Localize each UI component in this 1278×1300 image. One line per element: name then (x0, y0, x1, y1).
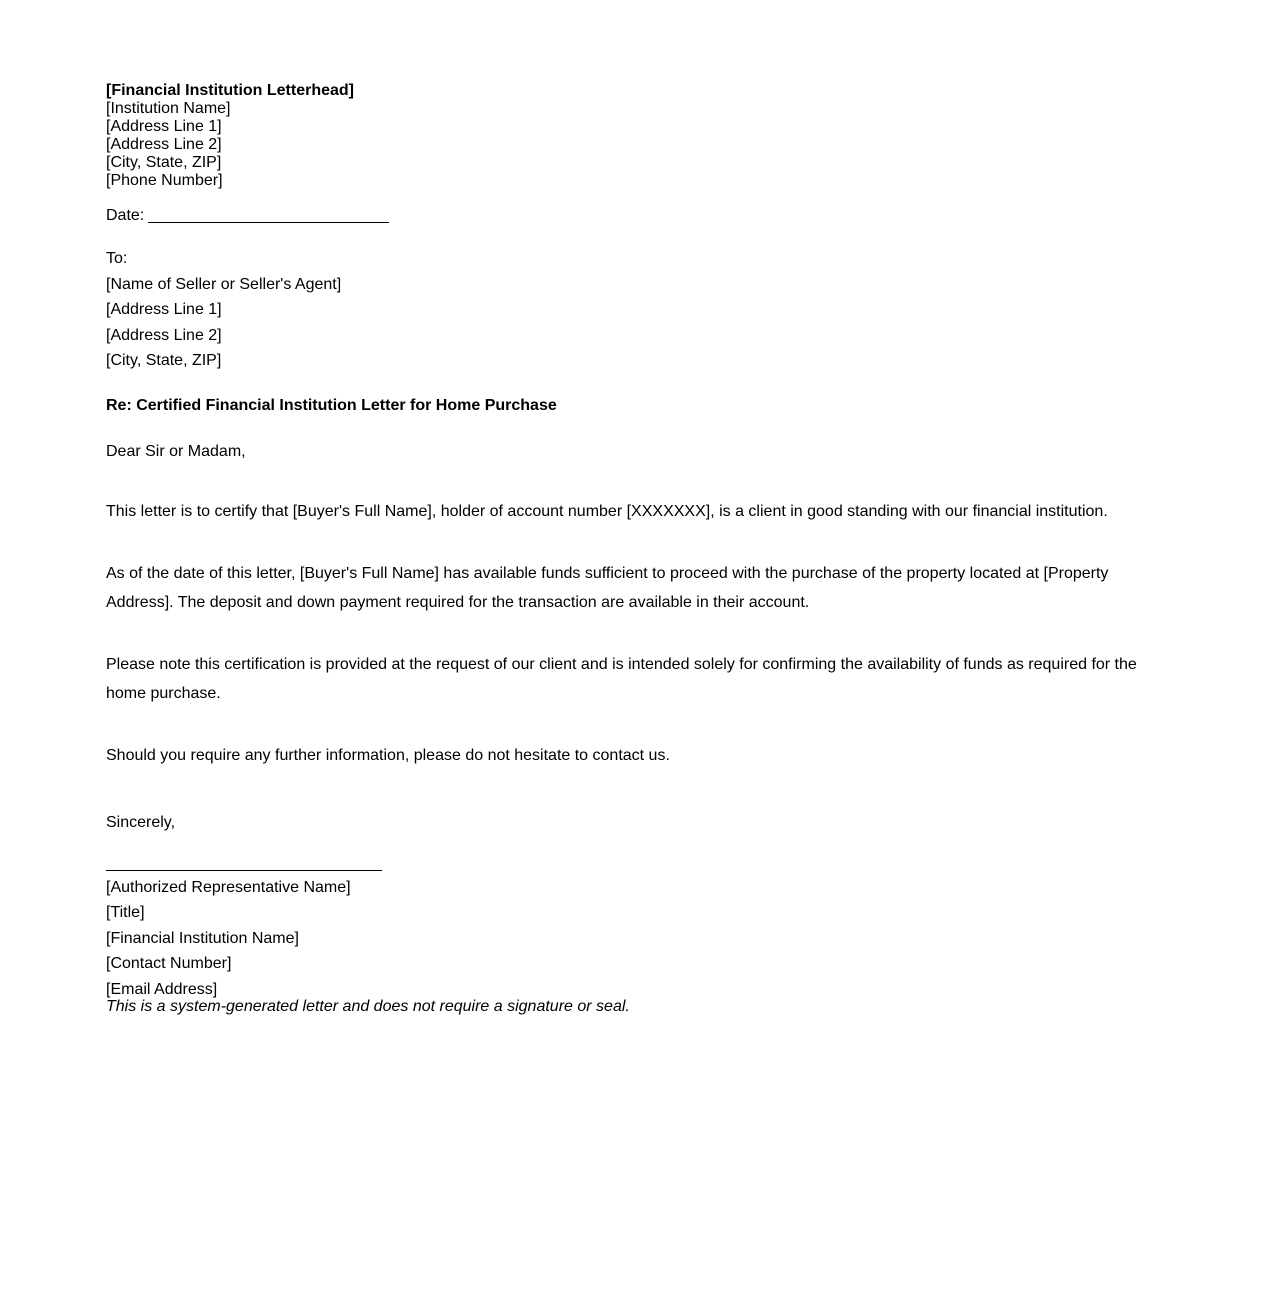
letter-document (106, 82, 1166, 1016)
closing: Sincerely, (106, 813, 176, 831)
recipient-label: To: (106, 250, 128, 267)
recipient-address-line-2: [Address Line 2] (106, 326, 222, 344)
representative-name: [Authorized Representative Name] (106, 878, 351, 896)
institution-city-state-zip: [City, State, ZIP] (106, 154, 222, 171)
institution-address-line-1: [Address Line 1] (106, 118, 222, 135)
signature-line (106, 870, 382, 871)
institution-phone: [Phone Number] (106, 172, 223, 189)
representative-title: [Title] (106, 904, 145, 921)
body-paragraph-contact: Should you require any further information, please do not hesitate to contact us. (106, 747, 670, 764)
recipient-address-line-1: [Address Line 1] (106, 301, 222, 318)
recipient-city-state-zip: [City, State, ZIP] (106, 352, 222, 369)
recipient-block (106, 246, 1166, 374)
date-row (106, 206, 1166, 226)
system-generated-disclaimer: This is a system-generated letter and does not require a signature or seal. (106, 998, 630, 1015)
salutation: Dear Sir or Madam, (106, 442, 246, 460)
body-paragraph-certification: This letter is to certify that [Buyer's Full Name], holder of account number [XXXXXXX], is a client in good standing with our financial institution. (106, 502, 1108, 520)
recipient-name: [Name of Seller or Seller's Agent] (106, 275, 342, 293)
letterhead-title: [Financial Institution Letterhead] (106, 82, 355, 99)
contact-number: [Contact Number] (106, 955, 232, 972)
subject-line: Re: Certified Financial Institution Letter for Home Purchase (106, 396, 557, 414)
signature-institution-name: [Financial Institution Name] (106, 929, 299, 947)
email-address: [Email Address] (106, 980, 218, 998)
signature-block (106, 875, 1166, 1003)
date-label: Date: (106, 207, 145, 224)
body-paragraph-purpose: Please note this certification is provided at the request of our client and is intended solely for confirming the availability of funds as required for the home purchase. (106, 656, 1137, 702)
date-blank-line (148, 222, 389, 223)
institution-address-line-2: [Address Line 2] (106, 136, 222, 153)
body-paragraph-funds: As of the date of this letter, [Buyer's Full Name] has available funds sufficient to proceed with the purchase of the property located at [Property Address]. The deposit and down payment required for the transaction are available in their account. (106, 565, 1109, 611)
institution-name: [Institution Name] (106, 100, 231, 117)
letterhead (106, 82, 1166, 190)
